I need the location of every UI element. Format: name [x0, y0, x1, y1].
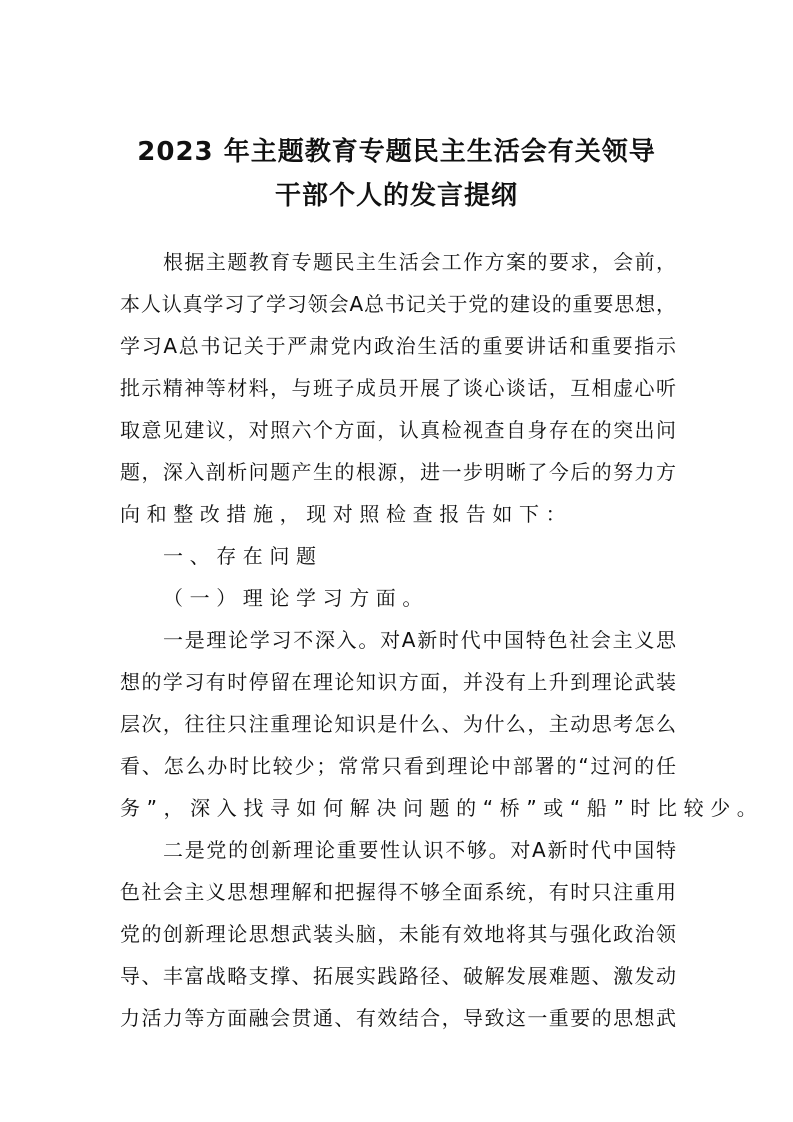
text-line: （一）理论学习方面。 — [163, 586, 429, 610]
text-line: 色社会主义思想理解和把握得不够全面系统，有时只注重用 — [120, 880, 676, 904]
text-line: 学习A总书记关于严肃党内政治生活的重要讲话和重要指示 — [120, 334, 676, 358]
text-line: 想的学习有时停留在理论知识方面，并没有上升到理论武装 — [120, 670, 676, 694]
text-line: 二是党的创新理论重要性认识不够。对A新时代中国特 — [163, 838, 676, 862]
document-title-line-1: 2023 年主题教育专题民主生活会有关领导 — [137, 137, 656, 167]
text-line: 导、丰富战略支撑、拓展实践路径、破解发展难题、激发动 — [120, 964, 676, 988]
text-line: 取意见建议，对照六个方面，认真检视查自身存在的突出问 — [120, 418, 676, 442]
document-title-line-2: 干部个人的发言提纲 — [274, 181, 518, 211]
text-line: 党的创新理论思想武装头脑，未能有效地将其与强化政治领 — [120, 922, 676, 946]
text-line: 层次，往往只注重理论知识是什么、为什么，主动思考怎么 — [120, 712, 676, 736]
text-line: 务”，深入找寻如何解决问题的“桥”或“船”时比较少。 — [120, 796, 764, 820]
text-line: 向和整改措施，现对照检查报告如下： — [120, 502, 573, 526]
text-line: 批示精神等材料，与班子成员开展了谈心谈话，互相虚心听 — [120, 376, 676, 400]
text-line: 本人认真学习了学习领会A总书记关于党的建设的重要思想， — [120, 292, 676, 316]
text-line: 根据主题教育专题民主生活会工作方案的要求，会前， — [163, 250, 676, 274]
text-line: 力活力等方面融会贯通、有效结合，导致这一重要的思想武 — [120, 1006, 676, 1030]
text-line: 一是理论学习不深入。对A新时代中国特色社会主义思 — [163, 628, 676, 652]
text-line: 题，深入剖析问题产生的根源，进一步明晰了今后的努力方 — [120, 460, 676, 484]
text-line: 一、存在问题 — [163, 544, 323, 568]
text-line: 看、怎么办时比较少；常常只看到理论中部署的“过河的任 — [120, 754, 676, 778]
